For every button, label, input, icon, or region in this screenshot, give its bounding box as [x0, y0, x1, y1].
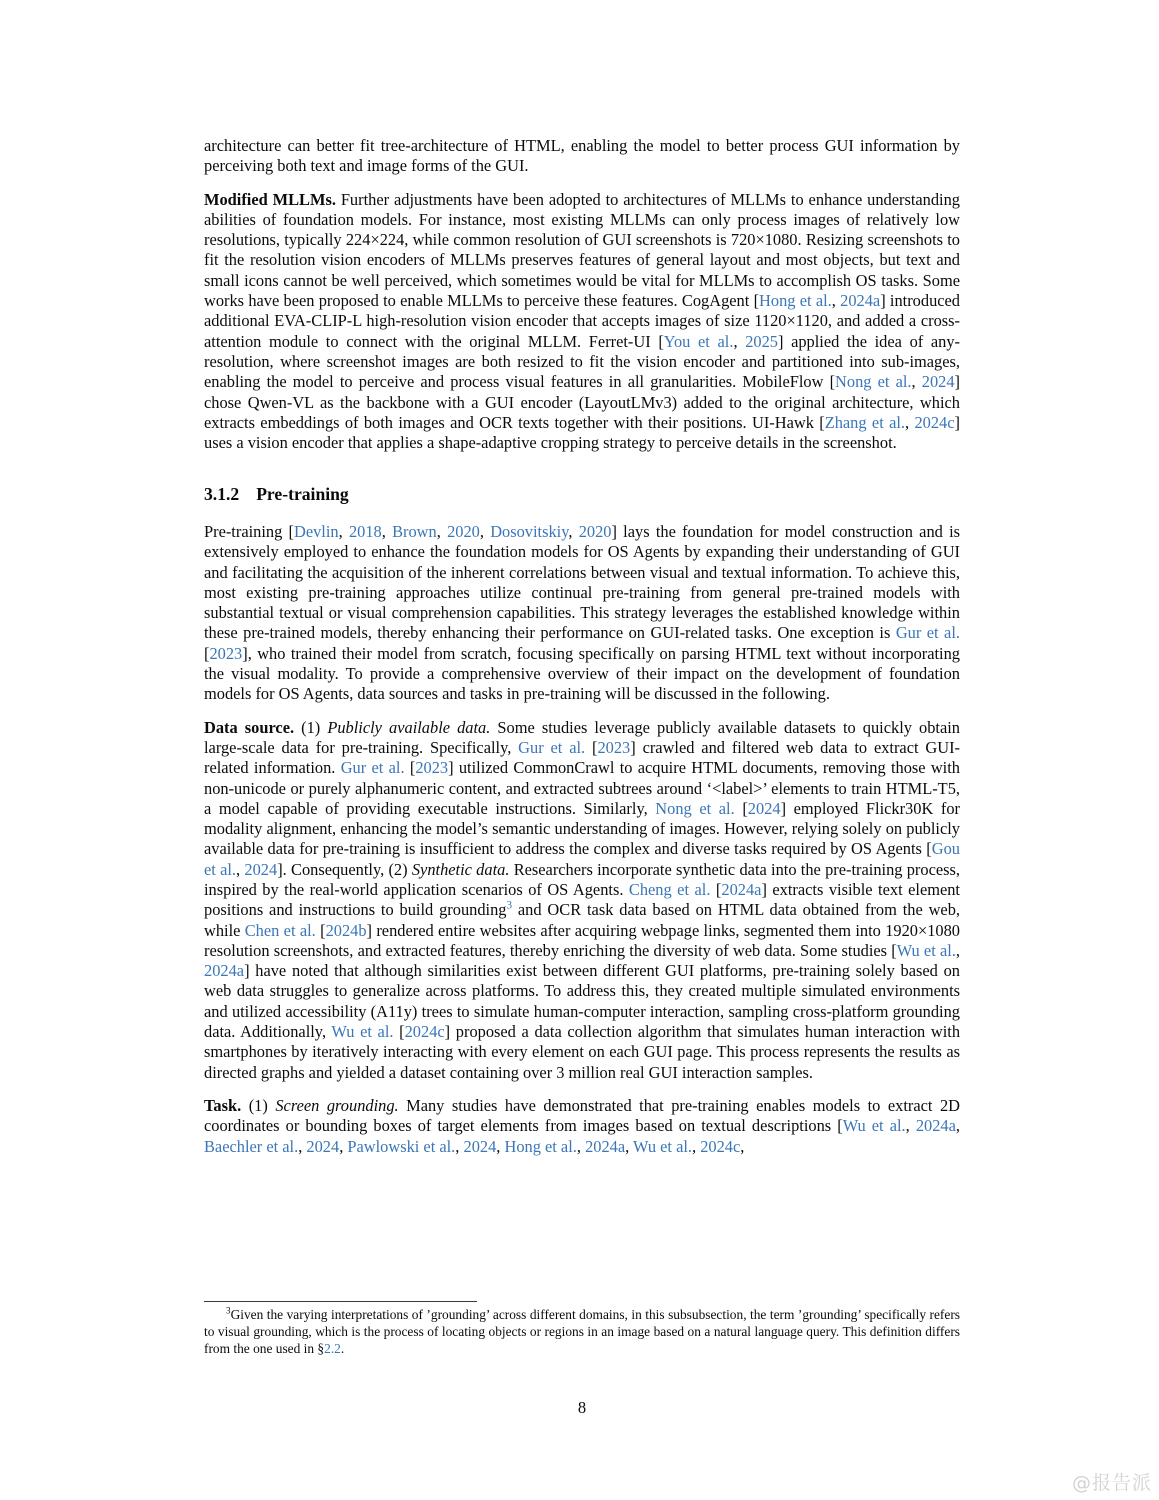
- citation-link[interactable]: Chen et al.: [244, 920, 316, 940]
- text-run: ,: [733, 331, 746, 351]
- citation-link[interactable]: 2024a: [721, 880, 762, 899]
- text-run: [: [585, 737, 598, 757]
- text-run: ,: [911, 372, 922, 392]
- text-run: ,: [338, 521, 349, 541]
- citation-link[interactable]: 2024c: [404, 1022, 445, 1042]
- citation-link[interactable]: 2025: [745, 331, 778, 351]
- citation-link[interactable]: 2.2: [324, 1340, 341, 1356]
- citation-link[interactable]: Wu et al.: [633, 1136, 692, 1156]
- emphasized-text: Screen grounding.: [275, 1095, 399, 1115]
- citation-link[interactable]: Nong et al.: [835, 372, 912, 392]
- citation-link[interactable]: Cheng et al.: [628, 880, 711, 899]
- citation-link[interactable]: Wu et al.: [896, 940, 956, 960]
- citation-link[interactable]: You et al.: [663, 331, 734, 351]
- text-run: Many studies have demonstrated that pre-training enables models to extract 2D coordinates or bounding boxes of target elements from images based on textual descriptions [: [204, 1095, 960, 1136]
- text-run: ,: [905, 1116, 916, 1136]
- text-run: ,: [955, 1116, 960, 1136]
- run-in-heading: Modified MLLMs.: [204, 189, 336, 209]
- footnote-ref-link[interactable]: 3: [506, 899, 513, 912]
- text-run: ] introduced additional EVA-CLIP-L high-resolution vision encoder that accepts images of size 1120×1120, and added a cross-attention module to connect with the original MLLM. Ferret-UI [: [204, 291, 961, 351]
- citation-link[interactable]: 2018: [348, 521, 382, 541]
- citation-link[interactable]: 2024a: [585, 1136, 626, 1156]
- citation-link[interactable]: Dosovitskiy: [490, 521, 569, 541]
- citation-link[interactable]: Zhang et al.: [824, 412, 906, 432]
- text-run: [: [204, 643, 210, 663]
- footnote-text: [204, 1307, 960, 1358]
- citation-link[interactable]: 2024a: [915, 1116, 956, 1136]
- text-run: ,: [236, 859, 245, 879]
- citation-link[interactable]: 2024a: [204, 961, 245, 981]
- text-run: [: [710, 880, 722, 899]
- text-run: ,: [496, 1136, 505, 1156]
- text-run: ,: [436, 521, 448, 541]
- text-run: Given the varying interpretations of ’grounding’ across different domains, in this subsubsection, the term ’grounding’ specifically refers to visual grounding, which is the process of locating objects or regions in an image based on a natural language query. This definition differs from the one used in §: [204, 1307, 960, 1356]
- citation-link[interactable]: Gou et al.: [204, 839, 960, 879]
- paragraph: [204, 136, 960, 177]
- section-title: Pre-training: [256, 484, 349, 505]
- citation-link[interactable]: 2024: [747, 798, 781, 818]
- text-run: [: [404, 758, 416, 778]
- citation-link[interactable]: Wu et al.: [842, 1116, 906, 1136]
- citation-link[interactable]: 2023: [597, 737, 631, 757]
- text-run: ] employed Flickr30K for modality alignment, enhancing the model’s semantic understanding of images. However, relying solely on publicly available data for pre-training is insufficient to address the complex and diverse tasks required by OS Agents [: [204, 798, 961, 859]
- text-run: ,: [905, 412, 915, 432]
- citation-link[interactable]: 2023: [209, 643, 243, 663]
- text-run: [: [734, 798, 748, 818]
- citation-link[interactable]: 2020: [447, 521, 480, 541]
- text-run: ] chose Qwen-VL as the backbone with a GUI encoder (LayoutLMv3) added to the original architecture, which extracts embeddings of both images and OCR texts together with their positions. UI-Hawk [: [204, 372, 961, 432]
- text-run: ,: [298, 1136, 307, 1156]
- text-column: [204, 136, 960, 1170]
- run-in-heading: Data source.: [204, 717, 295, 737]
- paragraph: [204, 718, 960, 1083]
- citation-link[interactable]: 2024: [921, 372, 955, 392]
- text-run: [: [393, 1022, 405, 1042]
- text-run: ,: [692, 1136, 701, 1156]
- run-in-heading: Task.: [204, 1095, 242, 1115]
- citation-link[interactable]: Devlin: [294, 521, 339, 541]
- paragraph: [204, 522, 960, 705]
- text-run: [: [315, 920, 326, 940]
- text-run: ,: [576, 1136, 586, 1156]
- text-run: Further adjustments have been adopted to architectures of MLLMs to enhance understanding abilities of foundation models. For instance, most existing MLLMs can only process images of relatively low resolutions, typically 224×224, while common resolution of GUI screenshots is 720×1080. Resizing screenshots to fit the resolution vision encoders of MLLMs preserves features of general layout and most objects, but text and small icons cannot be well perceived, which sometimes would be vital for MLLMs to accomplish OS tasks. Some works have been proposed to enable MLLMs to perceive these features. CogAgent [: [204, 189, 960, 311]
- citation-link[interactable]: 2023: [415, 758, 449, 778]
- text-run: ], who trained their model from scratch, focusing specifically on parsing HTML text without incorporating the visual modality. To provide a comprehensive overview of their impact on the development of foundation models for OS Agents, data sources and tasks in pre-training will be discussed in the following.: [204, 643, 960, 704]
- text-run: ] lays the foundation for model construction and is extensively employed to enhance the foundation models for OS Agents by expanding their understanding of GUI and facilitating the acquisition of the inherent correlations between visual and textual information. To achieve this, most existing pre-training approaches utilize continual pre-training from general pre-trained models with substantial textual or visual comprehension capabilities. This strategy leverages the established knowledge within these pre-trained models, thereby enhancing their performance on GUI-related tasks. One exception is: [204, 521, 961, 643]
- footnote-block: [204, 1301, 960, 1358]
- citation-link[interactable]: Gur et al.: [340, 758, 405, 778]
- citation-link[interactable]: Gur et al.: [895, 623, 960, 643]
- citation-link[interactable]: Wu et al.: [331, 1022, 394, 1042]
- text-run: ] proposed a data collection algorithm that simulates human interaction with smartphones by iteratively interacting with every element on each GUI page. This process represents the results as directed graphs and yielded a dataset containing over 3 million real GUI interaction samples.: [204, 1022, 961, 1082]
- citation-link[interactable]: 2024: [463, 1136, 497, 1156]
- citation-link[interactable]: Gur et al.: [518, 737, 586, 757]
- citation-link[interactable]: Hong et al.: [759, 291, 832, 311]
- citation-link[interactable]: 2024c: [700, 1136, 741, 1156]
- text-run: ] extracts visible text element positions and instructions to build grounding: [204, 880, 960, 920]
- text-run: Researchers incorporate synthetic data into the pre-training process, inspired by the real-world application scenarios of OS Agents.: [204, 859, 960, 899]
- text-run: (1): [241, 1095, 276, 1115]
- watermark: @报告派: [1071, 1472, 1152, 1494]
- text-run: ,: [625, 1136, 634, 1156]
- text-run: Pre-training [: [204, 521, 294, 541]
- text-run: ] applied the idea of any-resolution, where screenshot images are both resized to fit the vision encoder and partitioned into sub-images, enabling the model to perceive and process visual features in all granularities. MobileFlow [: [204, 331, 960, 392]
- citation-link[interactable]: 2024b: [325, 920, 367, 940]
- citation-link[interactable]: 2020: [578, 521, 612, 541]
- page-number: 8: [577, 1398, 587, 1417]
- text-run: ,: [831, 291, 841, 311]
- text-run: ,: [479, 521, 491, 541]
- text-run: ,: [740, 1136, 745, 1156]
- text-run: ]. Consequently, (2): [277, 859, 412, 879]
- citation-link[interactable]: Baechler et al.: [204, 1136, 299, 1156]
- text-run: ,: [568, 521, 579, 541]
- text-run: ,: [455, 1136, 464, 1156]
- text-run: ,: [955, 940, 960, 960]
- text-run: .: [340, 1340, 345, 1356]
- text-run: ,: [381, 521, 393, 541]
- citation-link[interactable]: 2024: [306, 1136, 340, 1156]
- citation-link[interactable]: 2024c: [914, 412, 955, 432]
- text-run: ] uses a vision encoder that applies a shape-adaptive cropping strategy to perceive details in the screenshot.: [204, 412, 960, 453]
- citation-link[interactable]: Nong et al.: [655, 798, 735, 818]
- emphasized-text: Publicly available data.: [327, 717, 491, 737]
- footnote-marker: 3: [226, 1305, 231, 1316]
- section-heading: [204, 484, 960, 505]
- text-run: ] rendered entire websites after acquiring webpage links, segmented them into 1920×1080 resolution screenshots, and extracted features, thereby enriching the diversity of web data. Some studies [: [204, 920, 960, 960]
- citation-link[interactable]: 2024: [244, 859, 278, 879]
- emphasized-text: Synthetic data.: [411, 859, 510, 879]
- text-run: and OCR task data based on HTML data obtained from the web, while: [204, 900, 960, 940]
- text-run: ,: [339, 1136, 348, 1156]
- paragraph: [204, 190, 960, 454]
- citation-link[interactable]: 2024a: [840, 291, 881, 311]
- section-number: 3.1.2: [204, 484, 240, 505]
- text-run: ] utilized CommonCrawl to acquire HTML documents, removing those with non-unicode or purely alphanumeric content, and extracted subtrees around ‘<label>’ elements to train HTML-T5, a model capable of providing executable instructions. Similarly,: [204, 758, 960, 818]
- footnote-rule: [204, 1301, 477, 1302]
- citation-link[interactable]: Hong et al.: [504, 1136, 577, 1156]
- citation-link[interactable]: Brown: [392, 521, 437, 541]
- text-run: architecture can better fit tree-architecture of HTML, enabling the model to better process GUI information by perceiving both text and image forms of the GUI.: [204, 136, 960, 176]
- text-run: ] have noted that although similarities exist between different GUI platforms, pre-training solely based on web data struggles to generalize across platforms. To address this, they created multiple simulated environments and utilized accessibility (A11y) trees to simulate human-computer interaction, sampling cross-platform grounding data. Additionally,: [204, 961, 960, 1042]
- paragraph: [204, 1096, 960, 1157]
- citation-link[interactable]: Pawlowski et al.: [347, 1136, 456, 1156]
- text-run: ] crawled and filtered web data to extract GUI-related information.: [204, 737, 960, 778]
- text-run: (1): [294, 717, 328, 737]
- text-run: Some studies leverage publicly available datasets to quickly obtain large-scale data for pre-training. Specifically,: [204, 717, 960, 757]
